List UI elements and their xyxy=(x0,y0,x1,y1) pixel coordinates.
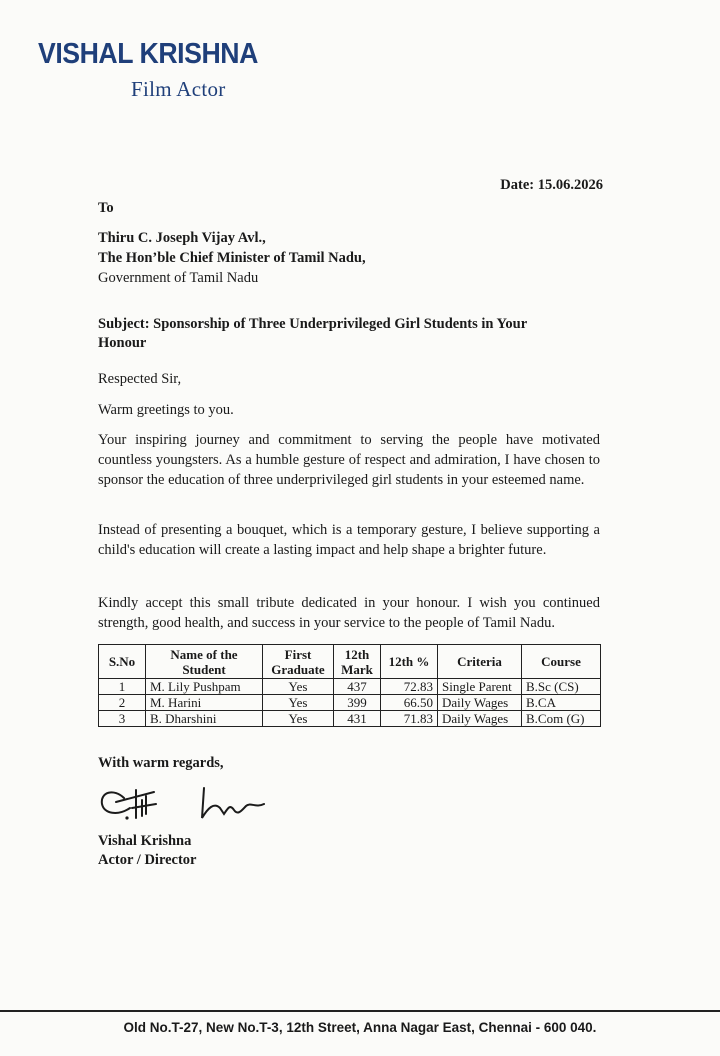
closing-line: With warm regards, xyxy=(98,755,224,771)
body-paragraph-2: Instead of presenting a bouquet, which is a temporary gesture, I believe supporting a child's education will create a lasting impact and help shape a brighter future. xyxy=(98,522,600,558)
cell-name: M. Harini xyxy=(146,695,263,711)
header-criteria: Criteria xyxy=(438,645,522,679)
cell-criteria: Single Parent xyxy=(438,679,522,695)
cell-first-graduate: Yes xyxy=(263,711,334,727)
recipient-line-1: Thiru C. Joseph Vijay Avl., xyxy=(98,230,266,246)
footer-divider xyxy=(0,1010,720,1012)
cell-first-graduate: Yes xyxy=(263,679,334,695)
cell-sno: 3 xyxy=(99,711,146,727)
handwritten-signature xyxy=(96,778,276,826)
header-first-graduate: First Graduate xyxy=(263,645,334,679)
letter-date: Date: 15.06.2026 xyxy=(500,177,603,193)
cell-course: B.CA xyxy=(522,695,601,711)
cell-course: B.Com (G) xyxy=(522,711,601,727)
header-sno: S.No xyxy=(99,645,146,679)
cell-course: B.Sc (CS) xyxy=(522,679,601,695)
signatory-block xyxy=(98,832,197,870)
cell-criteria: Daily Wages xyxy=(438,695,522,711)
recipient-line-3: Government of Tamil Nadu xyxy=(98,270,259,286)
table-header-row xyxy=(99,645,601,679)
recipient-line-2: The Hon’ble Chief Minister of Tamil Nadu, xyxy=(98,250,366,266)
table-row xyxy=(99,711,601,727)
cell-percent: 71.83 xyxy=(381,711,438,727)
greeting: Warm greetings to you. xyxy=(98,402,234,418)
letter-subject: Subject: Sponsorship of Three Underprivileged Girl Students in Your Honour xyxy=(98,316,527,351)
cell-mark: 437 xyxy=(334,679,381,695)
letterhead-name: VISHAL KRISHNA xyxy=(38,38,258,70)
footer-address: Old No.T-27, New No.T-3, 12th Street, Anna Nagar East, Chennai - 600 040. xyxy=(123,1020,597,1035)
cell-percent: 72.83 xyxy=(381,679,438,695)
table-row xyxy=(99,695,601,711)
header-12th-mark: 12th Mark xyxy=(334,645,381,679)
cell-name: M. Lily Pushpam xyxy=(146,679,263,695)
letterhead-role: Film Actor xyxy=(131,77,226,101)
to-label: To xyxy=(98,200,114,216)
students-table xyxy=(98,644,601,727)
salutation: Respected Sir, xyxy=(98,371,182,387)
cell-first-graduate: Yes xyxy=(263,695,334,711)
header-course: Course xyxy=(522,645,601,679)
cell-percent: 66.50 xyxy=(381,695,438,711)
body-paragraph-1: Your inspiring journey and commitment to serving the people have motivated countless youngsters. As a humble gesture of respect and admiration, I have chosen to sponsor the education of three underprivileged girl students in your esteemed name. xyxy=(98,432,600,488)
signatory-name: Vishal Krishna xyxy=(98,833,192,849)
cell-criteria: Daily Wages xyxy=(438,711,522,727)
table-row xyxy=(99,679,601,695)
cell-name: B. Dharshini xyxy=(146,711,263,727)
body-paragraph-3: Kindly accept this small tribute dedicated in your honour. I wish you continued strength, good health, and success in your service to the people of Tamil Nadu. xyxy=(98,595,600,631)
cell-sno: 2 xyxy=(99,695,146,711)
cell-mark: 399 xyxy=(334,695,381,711)
cell-sno: 1 xyxy=(99,679,146,695)
cell-mark: 431 xyxy=(334,711,381,727)
recipient-address xyxy=(98,228,366,288)
header-12th-percent: 12th % xyxy=(381,645,438,679)
signatory-title: Actor / Director xyxy=(98,852,197,868)
header-student-name: Name of the Student xyxy=(146,645,263,679)
